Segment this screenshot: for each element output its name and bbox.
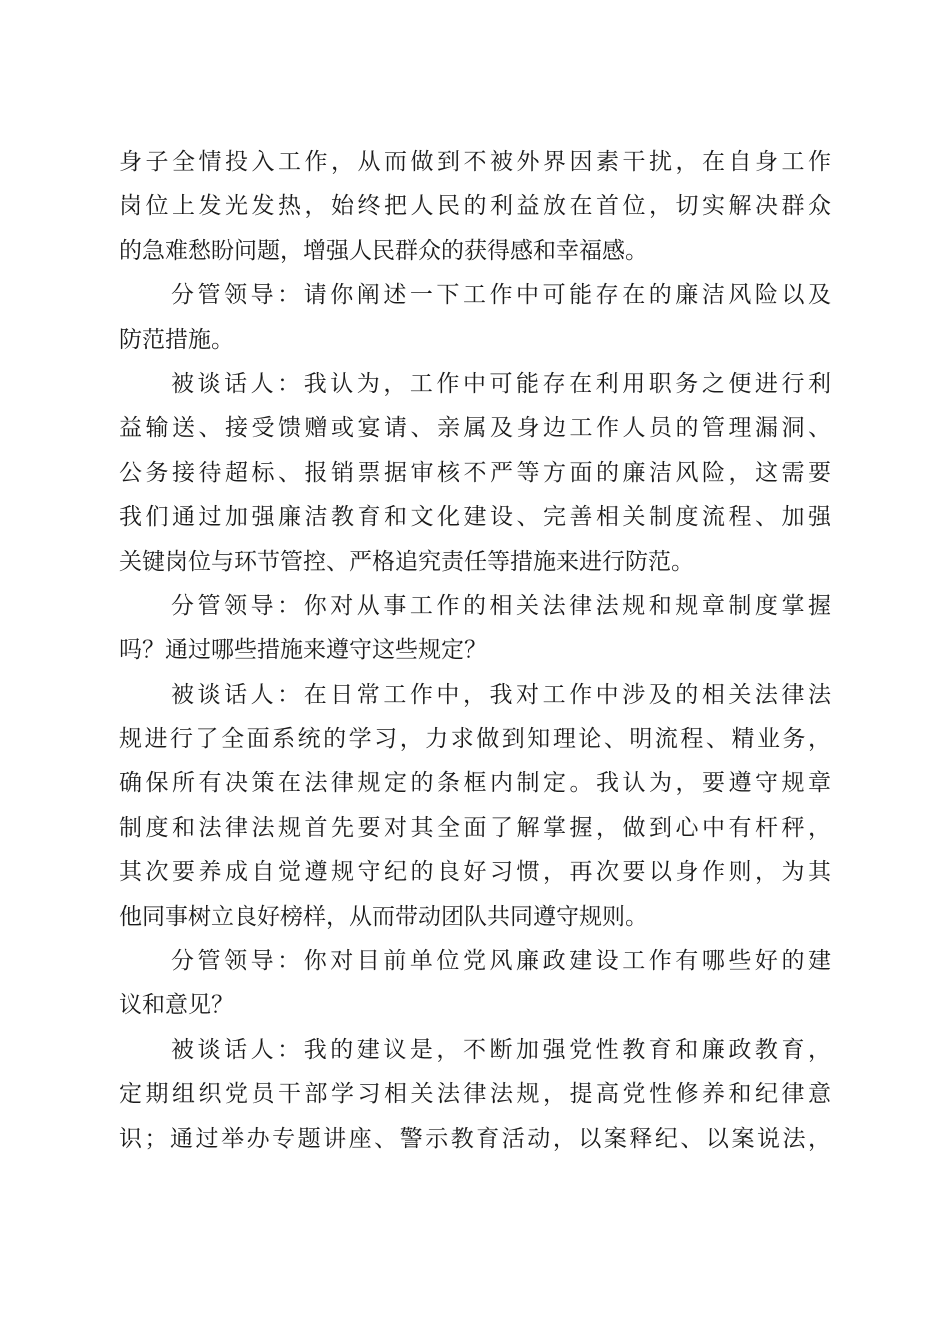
text-line: 确保所有决策在法律规定的条框内制定。我认为，要遵守规章	[119, 770, 831, 797]
text-line: 定期组织党员干部学习相关法律法规，提高党性修养和纪律意	[119, 1081, 831, 1108]
text-line: 益输送、接受馈赠或宴请、亲属及身边工作人员的管理漏洞、	[119, 415, 831, 442]
text-line: 的急难愁盼问题，增强人民群众的获得感和幸福感。	[119, 237, 648, 264]
text-line: 防范措施。	[119, 326, 234, 353]
text-line: 识；通过举办专题讲座、警示教育活动，以案释纪、以案说法，	[119, 1125, 831, 1152]
text-line: 分管领导：你对从事工作的相关法律法规和规章制度掌握	[171, 592, 831, 619]
text-line: 被谈话人：我的建议是，不断加强党性教育和廉政教育，	[171, 1036, 831, 1063]
text-line: 其次要养成自觉遵规守纪的良好习惯，再次要以身作则，为其	[119, 859, 831, 886]
text-line: 我们通过加强廉洁教育和文化建设、完善相关制度流程、加强	[119, 504, 831, 531]
text-line: 身子全情投入工作，从而做到不被外界因素干扰，在自身工作	[119, 149, 831, 175]
text-line: 关键岗位与环节管控、严格追究责任等措施来进行防范。	[119, 548, 694, 575]
body-text	[119, 140, 831, 1161]
text-line: 他同事树立良好榜样，从而带动团队共同遵守规则。	[119, 903, 648, 930]
text-line: 被谈话人：我认为，工作中可能存在利用职务之便进行利	[171, 370, 831, 397]
text-line: 分管领导：你对目前单位党风廉政建设工作有哪些好的建	[171, 948, 831, 975]
text-line: 分管领导：请你阐述一下工作中可能存在的廉洁风险以及	[171, 282, 831, 309]
text-line: 议和意见？	[119, 992, 234, 1019]
text-line: 被谈话人：在日常工作中，我对工作中涉及的相关法律法	[171, 681, 831, 708]
text-line: 吗？通过哪些措施来遵守这些规定？	[119, 637, 487, 664]
text-line: 岗位上发光发热，始终把人民的利益放在首位，切实解决群众	[119, 193, 831, 220]
text-line: 规进行了全面系统的学习，力求做到知理论、明流程、精业务，	[119, 726, 831, 753]
text-line: 公务接待超标、报销票据审核不严等方面的廉洁风险，这需要	[119, 459, 831, 486]
text-line: 制度和法律法规首先要对其全面了解掌握，做到心中有杆秤，	[119, 814, 831, 841]
